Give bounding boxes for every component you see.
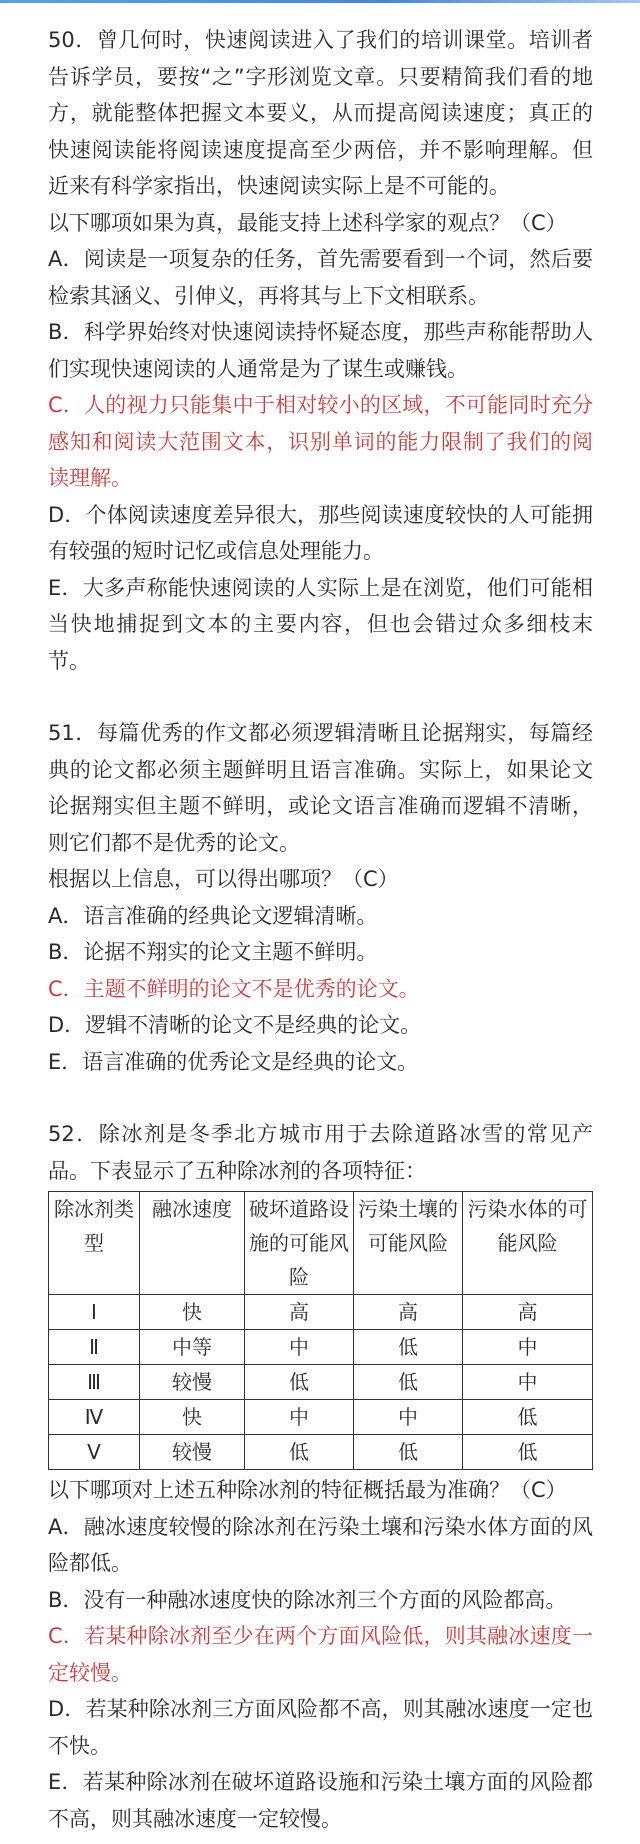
question-52-option-e: E．若某种除冰剂在破坏道路设施和污染土壤方面的风险都不高，则其融冰速度一定较慢。 bbox=[48, 1770, 593, 1831]
table-cell: 中 bbox=[463, 1330, 593, 1365]
table-cell: 较慢 bbox=[140, 1365, 245, 1400]
deicer-table bbox=[48, 1191, 593, 1470]
section-gap bbox=[48, 679, 593, 715]
question-51-option-e: E．语言准确的优秀论文是经典的论文。 bbox=[48, 1049, 419, 1074]
table-cell: Ⅴ bbox=[49, 1435, 140, 1470]
table-cell: 低 bbox=[245, 1365, 354, 1400]
table-row bbox=[49, 1435, 593, 1470]
question-50-option-b: B．科学界始终对快速阅读持怀疑态度，那些声称能帮助人们实现快速阅读的人通常是为了谋生或赚钱。 bbox=[48, 320, 593, 381]
table-cell: 中 bbox=[354, 1400, 463, 1435]
table-row bbox=[49, 1330, 593, 1365]
question-page bbox=[48, 22, 593, 1837]
question-51-option-d: D．逻辑不清晰的论文不是经典的论文。 bbox=[48, 1013, 422, 1037]
table-cell: 快 bbox=[140, 1400, 245, 1435]
question-50-option-e: E．大多声称能快速阅读的人实际上是在浏览，他们可能相当快地捕捉到文本的主要内容，但也会错过众多细枝末节。 bbox=[48, 575, 593, 673]
question-51-stem: 51．每篇优秀的作文都必须逻辑清晰且论据翔实，每篇经典的论文都必须主题鲜明且语言准确。实际上，如果论文论据翔实但主题不鲜明，或论文语言准确而逻辑不清晰，则它们都不是优秀的论文。 bbox=[48, 721, 593, 855]
table-header-cell: 除冰剂类型 bbox=[49, 1192, 140, 1295]
question-51-option-b: B．论据不翔实的论文主题不鲜明。 bbox=[48, 940, 378, 964]
section-gap bbox=[48, 1080, 593, 1116]
table-cell: 高 bbox=[463, 1295, 593, 1330]
table-cell: 低 bbox=[354, 1330, 463, 1365]
question-52-option-b: B．没有一种融冰速度快的除冰剂三个方面的风险都高。 bbox=[48, 1587, 567, 1612]
table-cell: Ⅳ bbox=[49, 1400, 140, 1435]
table-header-cell: 破坏道路设施的可能风险 bbox=[245, 1192, 354, 1295]
question-51-option-c: C．主题不鲜明的论文不是优秀的论文。 bbox=[48, 976, 420, 1001]
table-cell: 中 bbox=[245, 1400, 354, 1435]
question-50-stem: 50．曾几何时，快速阅读进入了我们的培训课堂。培训者告诉学员，要按“之”字形浏览文章。只要精简我们看的地方，就能整体把握文本要义，从而提高阅读速度；真正的快速阅读能将阅读速度提高至少两倍，并不影响理解。但近来有科学家指出，快速阅读实际上是不可能的。 bbox=[48, 28, 593, 198]
table-cell: Ⅲ bbox=[49, 1365, 140, 1400]
question-52 bbox=[48, 1116, 593, 1837]
top-accent-bar bbox=[0, 0, 640, 3]
table-cell: 低 bbox=[463, 1435, 593, 1470]
table-cell: Ⅰ bbox=[49, 1295, 140, 1330]
table-cell: 低 bbox=[354, 1365, 463, 1400]
table-row bbox=[49, 1365, 593, 1400]
question-50-option-d: D．个体阅读速度差异很大，那些阅读速度较快的人可能拥有较强的短时记忆或信息处理能力。 bbox=[48, 502, 593, 563]
table-cell: 中 bbox=[245, 1330, 354, 1365]
table-row bbox=[49, 1295, 593, 1330]
table-cell: 中 bbox=[463, 1365, 593, 1400]
table-header-row bbox=[49, 1192, 593, 1295]
question-50-option-c: C．人的视力只能集中于相对较小的区域，不可能同时充分感知和阅读大范围文本，识别单词的能力限制了我们的阅读理解。 bbox=[48, 393, 593, 490]
table-header-cell: 融冰速度 bbox=[140, 1192, 245, 1295]
question-52-option-d: D．若某种除冰剂三方面风险都不高，则其融冰速度一定也不快。 bbox=[48, 1697, 593, 1758]
table-cell: 高 bbox=[245, 1295, 354, 1330]
table-header-cell: 污染土壤的可能风险 bbox=[354, 1192, 463, 1295]
question-52-option-a: A．融冰速度较慢的除冰剂在污染土壤和污染水体方面的风险都低。 bbox=[48, 1514, 593, 1575]
question-50-prompt: 以下哪项如果为真，最能支持上述科学家的观点？（C） bbox=[48, 210, 567, 235]
table-header-cell: 污染水体的可能风险 bbox=[463, 1192, 593, 1295]
table-cell: 中等 bbox=[140, 1330, 245, 1365]
table-cell: 快 bbox=[140, 1295, 245, 1330]
table-row bbox=[49, 1400, 593, 1435]
question-51-prompt: 根据以上信息，可以得出哪项？（C） bbox=[48, 867, 399, 891]
question-51-option-a: A．语言准确的经典论文逻辑清晰。 bbox=[48, 903, 378, 928]
question-50 bbox=[48, 22, 593, 679]
table-cell: 低 bbox=[463, 1400, 593, 1435]
table-cell: 低 bbox=[245, 1435, 354, 1470]
question-52-prompt: 以下哪项对上述五种除冰剂的特征概括最为准确？（C） bbox=[48, 1478, 567, 1502]
question-51 bbox=[48, 715, 593, 1080]
question-50-option-a: A．阅读是一项复杂的任务，首先需要看到一个词，然后要检索其涵义、引伸义，再将其与上下文相联系。 bbox=[48, 247, 593, 308]
table-cell: 低 bbox=[354, 1435, 463, 1470]
table-cell: 高 bbox=[354, 1295, 463, 1330]
question-52-stem: 52．除冰剂是冬季北方城市用于去除道路冰雪的常见产品。下表显示了五种除冰剂的各项特征： bbox=[48, 1122, 593, 1183]
table-cell: 较慢 bbox=[140, 1435, 245, 1470]
table-cell: Ⅱ bbox=[49, 1330, 140, 1365]
question-52-option-c: C．若某种除冰剂至少在两个方面风险低，则其融冰速度一定较慢。 bbox=[48, 1624, 593, 1685]
